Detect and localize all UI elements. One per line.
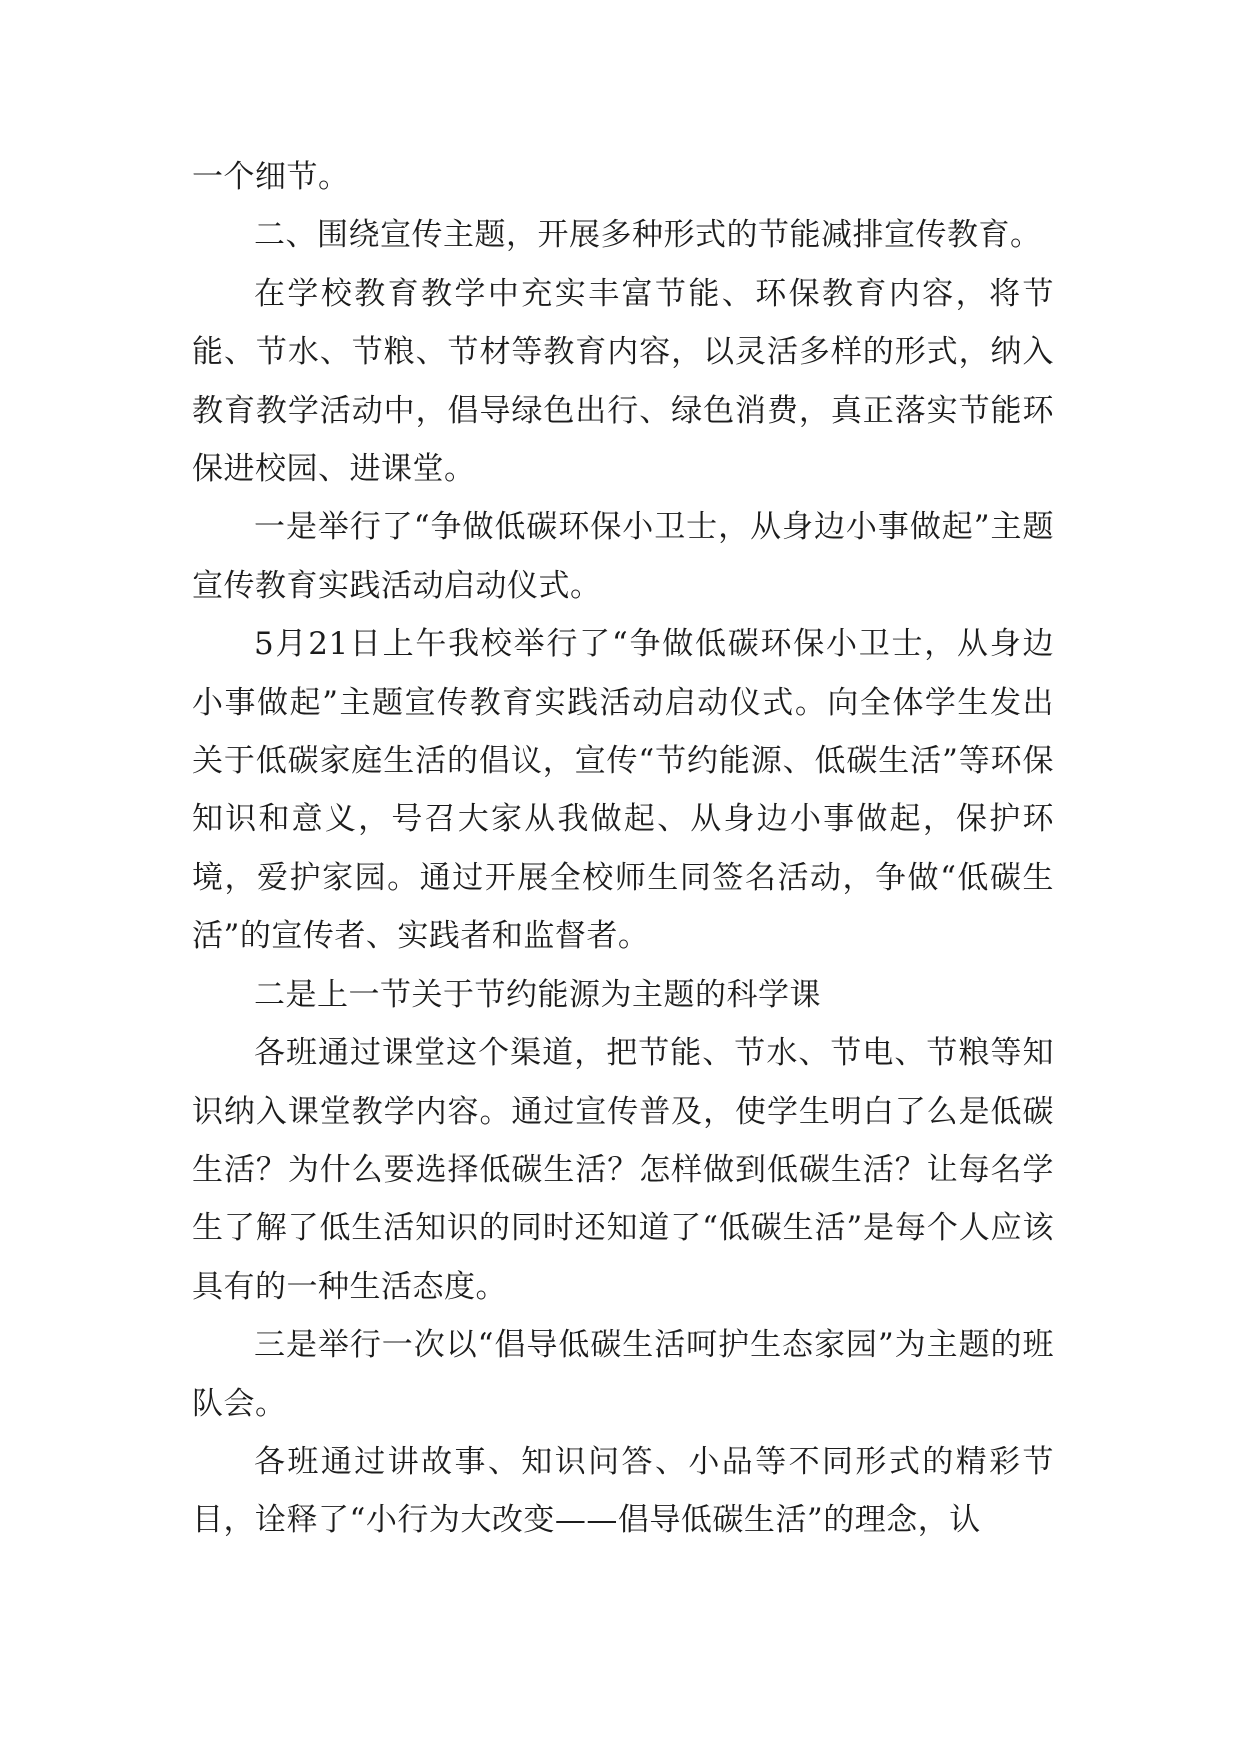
paragraph-1: 一个细节。: [192, 159, 350, 195]
paragraph-2: 二、围绕宣传主题，开展多种形式的节能减排宣传教育。: [254, 217, 1042, 254]
paragraph-5: 5月21日上午我校举行了“争做低碳环保小卫士，从身边小事做起”主题宣传教育实践活动启动仪式。向全体学生发出关于低碳家庭生活的倡议，宣传“节约能源、低碳生活”等环保知识和意义，号召大家从我做起、从身边小事做起，保护环境，爱护家园。通过开展全校师生同签名活动，争做“低碳生活”的宣传者、实践者和监督者。: [192, 626, 1054, 955]
paragraph-3: 在学校教育教学中充实丰富节能、环保教育内容，将节能、节水、节粮、节材等教育内容，以灵活多样的形式，纳入教育教学活动中，倡导绿色出行、绿色消费，真正落实节能环保进校园、进课堂。: [192, 275, 1054, 488]
document-body: [192, 148, 1054, 1550]
paragraph-9: 各班通过讲故事、知识问答、小品等不同形式的精彩节目，诠释了“小行为大改变——倡导低碳生活”的理念，认: [192, 1443, 1054, 1539]
paragraph-6: 二是上一节关于节约能源为主题的科学课: [254, 976, 821, 1013]
paragraph-7: 各班通过课堂这个渠道，把节能、节水、节电、节粮等知识纳入课堂教学内容。通过宣传普及，使学生明白了么是低碳生活？为什么要选择低碳生活？怎样做到低碳生活？让每名学生了解了低生活知识的同时还知道了“低碳生活”是每个人应该具有的一种生活态度。: [192, 1035, 1054, 1305]
paragraph-8: 三是举行一次以“倡导低碳生活呵护生态家园”为主题的班队会。: [192, 1327, 1054, 1422]
paragraph-4: 一是举行了“争做低碳环保小卫士，从身边小事做起”主题宣传教育实践活动启动仪式。: [192, 509, 1054, 604]
